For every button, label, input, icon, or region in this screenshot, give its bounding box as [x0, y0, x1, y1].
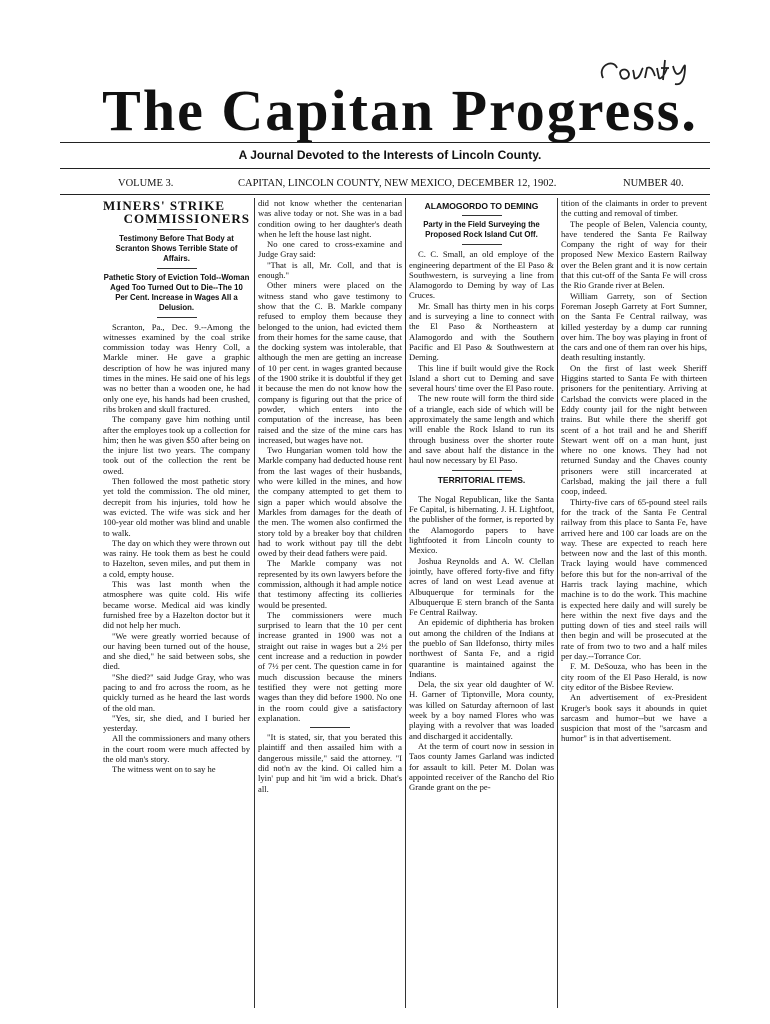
paragraph: "We were greatly worried because of our having been turned out of the house, and she died," he said between sobs, she died. — [103, 630, 250, 672]
paragraph: The Nogal Republican, like the Santa Fe Capital, is hibernating. J. H. Lightfoot, the publisher of the former, is reported by the Alamogordo papers to have lightfooted it from Lincoln county to Mexico. — [409, 493, 554, 556]
paragraph: "That is all, Mr. Coll, and that is enough." — [258, 259, 402, 281]
paragraph: All the commissioners and many others in the court room were much affected by the old man's story. — [103, 733, 250, 765]
paragraph: F. M. DeSouza, who has been in the city room of the El Paso Herald, is now city editor of the Bisbee Review. — [561, 661, 707, 692]
paragraph: Dela, the six year old daughter of W. H. Garner of Tiptonville, Mora county, was killed on Saturday afternoon of last week by a boy named Flores who was playing with a revolver that was loaded and discharged it accidentally. — [409, 679, 554, 741]
paragraph: tition of the claimants in order to prevent the cutting and removal of timber. — [561, 198, 707, 219]
infobar-rule — [60, 194, 710, 195]
article-column-1 — [103, 198, 250, 1016]
headline-rule — [157, 229, 197, 230]
deck-rule — [462, 244, 502, 245]
issue-info-bar — [118, 178, 683, 192]
paragraph: did not know whether the centenarian was alive today or not. She was in a bad condition owing to her daughter's death when he left the house last night. — [258, 198, 402, 239]
section-rule — [310, 727, 350, 728]
article-deck: Party in the Field Surveying the Proposed Rock Island Cut Off. — [423, 220, 540, 240]
masthead-tagline: A Journal Devoted to the Interests of Lincoln County. — [238, 148, 542, 162]
section-headline: ALAMOGORDO TO DEMING — [424, 201, 539, 211]
headline-line-1: MINERS' STRIKE — [103, 198, 225, 213]
paragraph: Other miners were placed on the witness stand who gave testimony to show that the C. B. Markle company refused to employ them because they belonged to the union, had evicted them from their homes for the same cause, that the docking system was intolerable, that although the men are getting an increase of 10 per cent. in wages granted because of the 1900 strike it is doubtful if they get it because the men do not know how the company is figuring out that the price of powder, which enters into the computation of the increase, has been raised and the size of the mine cars has increased, but wages have not. — [258, 280, 402, 445]
masthead-title: The Capitan Progress. — [102, 78, 698, 143]
paragraph: C. C. Small, an old employe of the engineering department of the El Paso & Southwestern, is surveying a line from Alamogordo to Deming by way of Las Cruces. — [409, 249, 554, 301]
paragraph: The people of Belen, Valencia county, have tendered the Santa Fe Railway Company the right of way for their proposed New Mexico Eastern Railway over the Belen grant and it is now certain that this cut-off of the Santa Fe will cross the Rio Grande river at Belen. — [561, 218, 707, 291]
paragraph: This was last month when the atmosphere was quite cold. His wife became worse. Medical aid was kindly furnished free by a Hazelton doctor but it did not help her much. — [103, 579, 250, 631]
paragraph: No one cared to cross-examine and Judge Gray said: — [258, 239, 402, 260]
paragraph: The Markle company was not represented by its own lawyers before the commission, although it had ample notice that testimony affecting its collieries would be presented. — [258, 558, 402, 610]
headline-line-2: COMMISSIONERS — [123, 211, 250, 227]
paragraph: Joshua Reynolds and A. W. Clellan jointly, have offered forty-five and fifty acres of land on west Lead avenue at Albuquerque for terminals for the Albuquerque E stern branch of the Santa Fe Central Railway. — [409, 555, 554, 618]
paragraph: "She died?" said Judge Gray, who was pacing to and fro across the room, as he quickly turned as he heard the last words of the old man. — [103, 671, 250, 713]
tagline-rule — [60, 168, 710, 169]
volume-label: VOLUME 3. — [118, 178, 174, 189]
section-headline: TERRITORIAL ITEMS. — [437, 474, 526, 485]
paragraph: "It is stated, sir, that you berated this plaintiff and then assailed him with a dangerous missile," said the attorney. "I did not'n av the kind. Oi called him a lyin' pup and hit 'im wid a brick. Dhat's all. — [258, 732, 402, 794]
column-divider — [254, 198, 255, 1008]
paragraph: Mr. Small has thirty men in his corps and is surveying a line to connect with the El Paso & Northeastern at Alamogordo and with the Southern Pacific and El Paso & Southwestern at Deming. — [409, 300, 554, 363]
headline-rule — [462, 489, 502, 490]
paragraph: Scranton, Pa., Dec. 9.--Among the witnesses examined by the coal strike commission today was Henry Coll, a Markle miner. He gave a graphic description of how he was injured many times in the mines. He said one of his legs was no better than a wooden one, he had only one eye, his hands had been crushed, ribs broken and skull fractured. — [103, 321, 250, 414]
article-subdeck: Pathetic Story of Eviction Told--Woman Aged Too Turned Out to Die--The 10 Per Cent. Increase in Wages All a Delusion. — [103, 272, 250, 312]
paragraph: On the first of last week Sheriff Higgins started to Santa Fe with thirteen prisoners for the penitentiary. Arriving at Carlsbad the convicts were placed in the Eddy county jail for the night between trains. But while there the sheriff got scent of a hot trail and he and Sheriff Stewart went off on a man hunt, just where no one knows. They had not returned Sunday and the Chaves county prisoners were still incarcerated at Carlsbad, making the jail there a full coop, indeed. — [561, 362, 707, 497]
paragraph: An epidemic of diphtheria has broken out among the children of the Indians at the pueblo of San Ildefonso, thirty miles northwest of Santa Fe, and a rigid quarantine is maintained against the Indians. — [409, 617, 554, 679]
column-divider — [557, 198, 558, 1008]
paragraph: This line if built would give the Rock Island a short cut to Deming and save several hours' time over the El Paso route. — [409, 362, 554, 394]
masthead-rule — [60, 142, 710, 143]
article-column-3 — [409, 198, 554, 1016]
paragraph: The new route will form the third side of a triangle, each side of which will be approximately the same length and which will enable the Rock Island to run its through business over the shorter route and save about half the distance in the haul now necessary by El Paso. — [409, 393, 554, 466]
paragraph: William Garrety, son of Section Foreman Joseph Garrety at Fort Sumner, on the Santa Fe Central railway, was killed yesterday by a dump car running over him. The boy was playing in front of the cars and one of them ran over his hips, death resulting instantly. — [561, 290, 707, 363]
deck-rule — [157, 317, 197, 318]
headline-rule — [462, 215, 502, 216]
place-date-label: CAPITAN, LINCOLN COUNTY, NEW MEXICO, DECEMBER 12, 1902. — [238, 178, 557, 189]
paragraph: The company gave him nothing until after the employes took up a collection for him; then he was given $50 after being on the injure list two years. The company took out of the collection the rent be owed. — [103, 414, 250, 476]
paragraph: The day on which they were thrown out was rainy. He took them as best he could to Hazelton, seven miles, and put them in a cold, empty house. — [103, 537, 250, 579]
paragraph: Thirty-five cars of 65-pound steel rails for the track of the Santa Fe Central railway from this place to Santa Fe, have arrived here and 100 car loads are on the way. These are expected to reach here between now and the last of this month. Track laying would have commenced before this but for the non-arrival of the Harris track laying machine, which machine is to do the work. This machine is expected here daily and will surely be here within the next five days and the putting down of ties and steel rails will then begin and will be prosecuted at the rate of from two to two and a half miles per day.--Torrance Cor. — [561, 496, 707, 662]
column-divider — [405, 198, 406, 1008]
issue-number-label: NUMBER 40. — [623, 178, 684, 189]
paragraph: Two Hungarian women told how the Markle company had deducted house rent from the last wages of their husbands, who were killed in the mines, and how the company attempted to get them to sign a paper which would absolve the Markles from damages for the death of the men. The women also confirmed the story told by a breaker boy that children had to work without pay till the debt owed by their dead fathers were paid. — [258, 445, 402, 559]
paragraph: At the term of court now in session in Taos county James Garland was indicted for assault to kill. Peter M. Dolan was appointed receiver of the Rancho del Rio Grande grant on the pe- — [409, 740, 554, 793]
paragraph: The witness went on to say he — [112, 764, 216, 775]
article-deck: Testimony Before That Body at Scranton Shows Terrible State of Affairs. — [115, 233, 238, 263]
paragraph: "Yes, sir, she died, and I buried her yesterday. — [103, 712, 250, 734]
deck-rule — [157, 268, 197, 269]
article-column-4 — [561, 198, 707, 1016]
paragraph: An advertisement of ex-President Kruger's book says it abounds in quiet sarcasm and humor--but we have a suspicion that most of the "sarcasm and humor" is in that advertisement. — [561, 692, 707, 744]
section-rule — [452, 470, 512, 471]
article-column-2 — [258, 198, 402, 1016]
paragraph: Then followed the most pathetic story yet told the commission. The old miner, decrepit from his injuries, told how he was evicted. The wife was sick and her 100-year old mother was blind and unable to walk. — [103, 476, 250, 538]
paragraph: The commissioners were much surprised to learn that the 10 per cent increase granted in 1900 was not a straight out raise in wages but a 2½ per cent increase and a reduction in powder of 7½ per cent. The question came in for much discussion because the miners testified they were not getting more wages than they did before 1900. No one in the room could give a satisfactory explanation. — [258, 609, 402, 723]
